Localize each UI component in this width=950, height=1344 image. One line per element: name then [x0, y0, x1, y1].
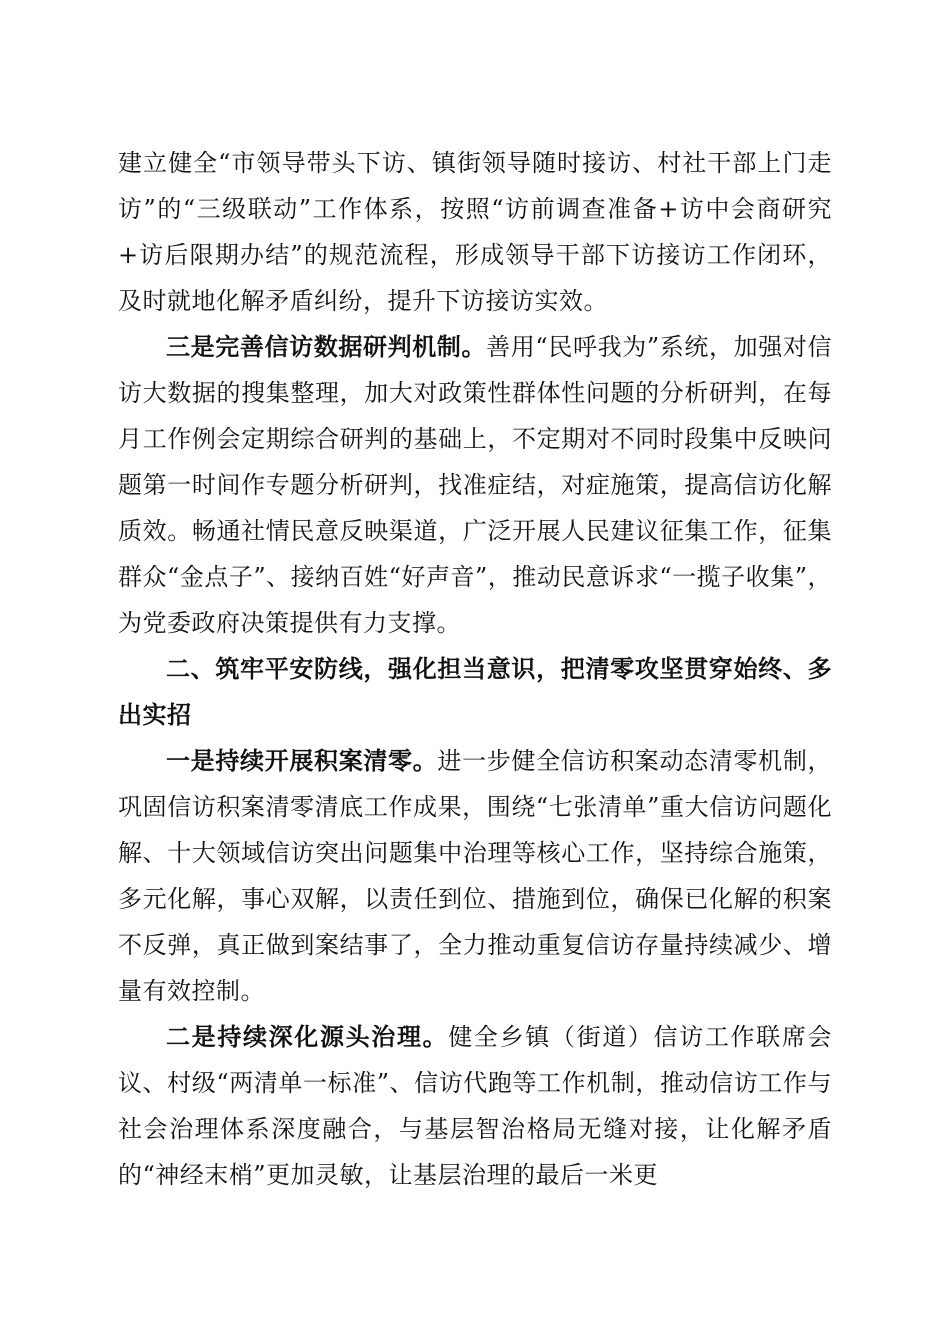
paragraph-1-text: 建立健全“市领导带头下访、镇街领导随时接访、村社干部上门走访”的“三级联动”工作体系，按照“访前调查准备+访中会商研究+访后限期办结”的规范流程，形成领导干部下访接访工作闭环，及时就地化解矛盾纠纷，提升下访接访实效。 [118, 149, 832, 315]
section-heading: 二、筑牢平安防线，强化担当意识，把清零攻坚贯穿始终、多出实招 [118, 655, 832, 729]
document-page [118, 140, 832, 1198]
paragraph-3-text: 进一步健全信访积案动态清零机制，巩固信访积案清零清底工作成果，围绕“七张清单”重大信访问题化解、十大领域信访突出问题集中治理等核心工作，坚持综合施策，多元化解，事心双解，以责任到位、措施到位，确保已化解的积案不反弹，真正做到案结事了，全力推动重复信访存量持续减少、增量有效控制。 [118, 747, 833, 1005]
paragraph-4-lead: 二是持续深化源头治理。 [166, 1022, 449, 1051]
paragraph-2-lead: 三是完善信访数据研判机制。 [166, 332, 487, 361]
paragraph-1 [118, 140, 832, 324]
paragraph-4 [118, 1014, 832, 1198]
paragraph-3 [118, 738, 832, 1014]
paragraph-4-text: 健全乡镇（街道）信访工作联席会议、村级“两清单一标准”、信访代跑等工作机制，推动信访工作与社会治理体系深度融合，与基层智治格局无缝对接，让化解矛盾的“神经末梢”更加灵敏，让基层治理的最后一米更 [118, 1023, 833, 1189]
paragraph-3-lead: 一是持续开展积案清零。 [166, 746, 438, 775]
paragraph-2 [118, 324, 832, 646]
paragraph-2-text: 善用“民呼我为”系统，加强对信访大数据的搜集整理，加大对政策性群体性问题的分析研判，在每月工作例会定期综合研判的基础上，不定期对不同时段集中反映问题第一时间作专题分析研判，找准症结，对症施策，提高信访化解质效。畅通社情民意反映渠道，广泛开展人民建议征集工作，征集群众“金点子”、接纳百姓“好声音”，推动民意诉求“一揽子收集”，为党委政府决策提供有力支撑。 [118, 333, 833, 637]
